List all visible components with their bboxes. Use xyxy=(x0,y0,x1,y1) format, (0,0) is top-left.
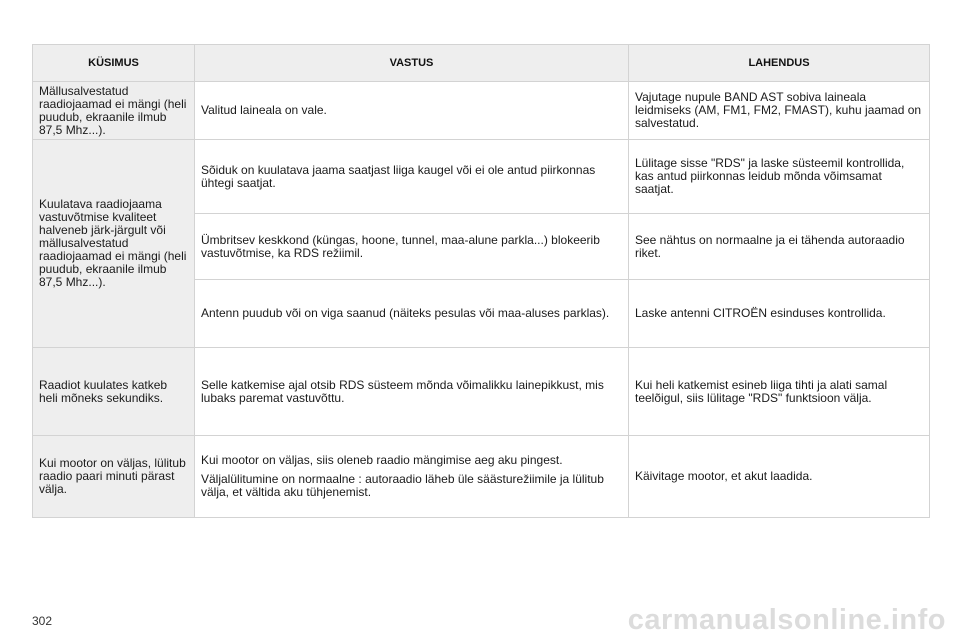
answer-cell: Antenn puudub või on viga saanud (näiteks pesulas või maa-aluses parklas). xyxy=(195,280,629,348)
column-header-solution: LAHENDUS xyxy=(629,45,930,82)
question-cell: Raadiot kuulates katkeb heli mõneks sekundiks. xyxy=(33,348,195,436)
table-row xyxy=(33,140,930,214)
answer-paragraph: Väljalülitumine on normaalne : autoraadio läheb üle säästurežiimile ja lülitub välja, et vältida aku tühjenemist. xyxy=(201,472,604,499)
column-header-answer: VASTUS xyxy=(195,45,629,82)
answer-paragraph: Kui mootor on väljas, siis oleneb raadio mängimise aeg aku pingest. xyxy=(201,453,563,467)
watermark: carmanualsonline.info xyxy=(627,604,946,636)
solution-cell: Lülitage sisse "RDS" ja laske süsteemil kontrollida, kas antud piirkonnas leidub mõnda võimsamat saatjat. xyxy=(629,140,930,214)
table-row xyxy=(33,436,930,518)
solution-cell: Vajutage nupule BAND AST sobiva laineala leidmiseks (AM, FM1, FM2, FMAST), kuhu jaamad on salvestatud. xyxy=(629,82,930,140)
troubleshooting-table xyxy=(32,44,930,518)
table-header-row xyxy=(33,45,930,82)
answer-cell: Sõiduk on kuulatava jaama saatjast liiga kaugel või ei ole antud piirkonnas ühtegi saatjat. xyxy=(195,140,629,214)
answer-cell xyxy=(195,436,629,518)
question-cell: Kuulatava raadiojaama vastuvõtmise kvaliteet halveneb järk-järgult või mällusalvestatud raadiojaamad ei mängi (heli puudub, ekraanile ilmub 87,5 Mhz...). xyxy=(33,140,195,348)
solution-cell: Kui heli katkemist esineb liiga tihti ja alati samal teelõigul, siis lülitage "RDS" funktsioon välja. xyxy=(629,348,930,436)
table-row xyxy=(33,348,930,436)
answer-cell: Valitud laineala on vale. xyxy=(195,82,629,140)
column-header-question: KÜSIMUS xyxy=(33,45,195,82)
question-cell: Mällusalvestatud raadiojaamad ei mängi (heli puudub, ekraanile ilmub 87,5 Mhz...). xyxy=(33,82,195,140)
page-number: 302 xyxy=(32,614,53,628)
answer-cell: Selle katkemise ajal otsib RDS süsteem mõnda võimalikku lainepikkust, mis lubaks paremat vastuvõttu. xyxy=(195,348,629,436)
question-cell: Kui mootor on väljas, lülitub raadio paari minuti pärast välja. xyxy=(33,436,195,518)
solution-cell: Laske antenni CITROËN esinduses kontrollida. xyxy=(629,280,930,348)
answer-cell: Ümbritsev keskkond (küngas, hoone, tunnel, maa-alune parkla...) blokeerib vastuvõtmise, ka RDS režiimil. xyxy=(195,214,629,280)
solution-cell: Käivitage mootor, et akut laadida. xyxy=(629,436,930,518)
table-row xyxy=(33,82,930,140)
solution-cell: See nähtus on normaalne ja ei tähenda autoraadio riket. xyxy=(629,214,930,280)
